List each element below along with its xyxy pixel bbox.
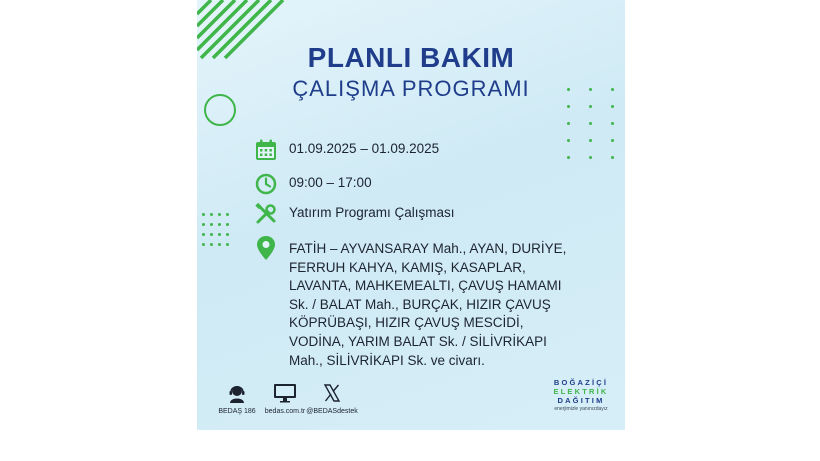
time-row: [255, 173, 372, 195]
location-row: [255, 235, 579, 370]
work-type-row: [255, 203, 455, 225]
phone-label: BEDAŞ 186: [218, 408, 256, 415]
footer-website: [260, 383, 310, 415]
location-line: FATİH – AYVANSARAY Mah., AYAN, DURİYE,: [289, 241, 567, 256]
location-pin-icon: [255, 235, 277, 261]
logo-line2: ELEKTRİK: [553, 387, 609, 396]
footer-social: [306, 383, 358, 415]
poster-subtitle: ÇALIŞMA PROGRAMI: [292, 76, 530, 101]
location-line: LAVANTA, MAHKEMEALTI, ÇAVUŞ HAMAMI: [289, 278, 562, 294]
footer-phone: [217, 383, 257, 415]
location-line: VODİNA, YARIM BALAT Sk. / SİLİVRİKAPI: [289, 333, 547, 349]
location-line: KÖPRÜBAŞI, HIZIR ÇAVUŞ MESCİDİ,: [289, 315, 524, 331]
bogazici-logo: [550, 378, 612, 412]
work-type-text: Yatırım Programı Çalışması: [289, 205, 455, 220]
monitor-icon: [273, 383, 297, 403]
logo-line1: BOĞAZİÇİ: [553, 378, 609, 387]
location-line: Sk. / BALAT Mah., BURÇAK, HIZIR ÇAVUŞ: [289, 296, 551, 312]
logo-line3: DAĞITIM: [557, 396, 605, 405]
tools-icon: [255, 203, 277, 225]
web-label: bedas.com.tr: [264, 408, 306, 415]
decorative-dots-left: [202, 213, 229, 246]
time-range-text: 09:00 – 17:00: [289, 175, 372, 190]
social-label: @BEDASdestek: [306, 408, 358, 415]
maintenance-poster: [197, 0, 625, 430]
x-logo-icon: [323, 383, 341, 403]
calendar-icon: [255, 139, 277, 161]
location-text: [289, 240, 579, 370]
date-row: [255, 139, 439, 161]
poster-title: PLANLI BAKIM: [307, 42, 515, 73]
clock-icon: [255, 173, 277, 195]
location-line: Mah., SİLİVRİKAPI Sk. ve civarı.: [289, 352, 485, 368]
date-range-text: 01.09.2025 – 01.09.2025: [289, 141, 440, 156]
headset-icon: [227, 383, 247, 403]
location-line: FERRUH KAHYA, KAMIŞ, KASAPLAR,: [289, 259, 526, 275]
logo-tagline: enerjimizle yanınızdayız: [554, 406, 608, 412]
